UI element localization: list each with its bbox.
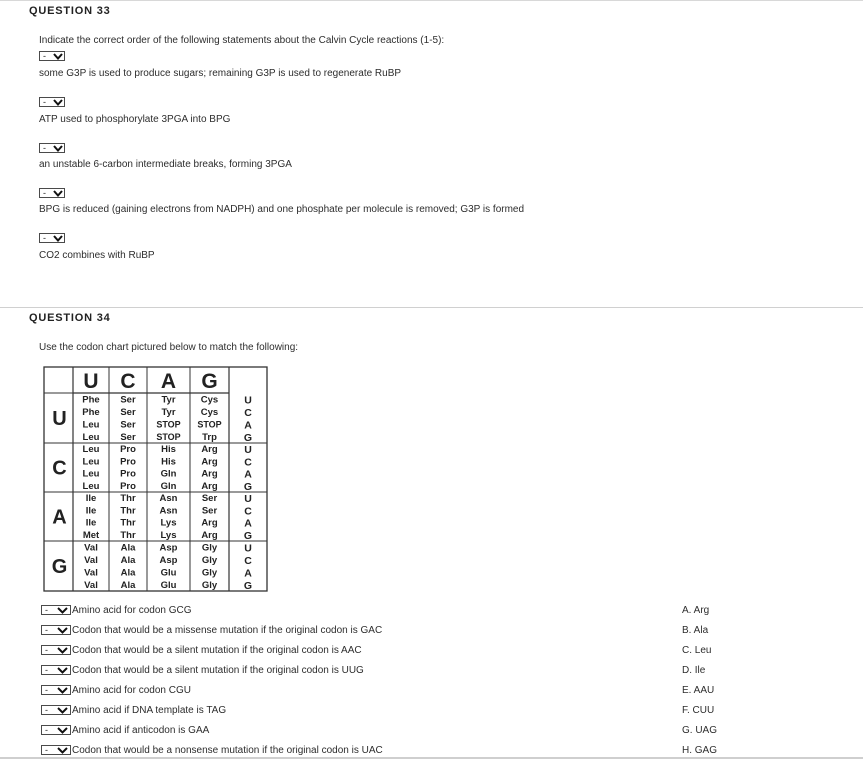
select-value: - [45,624,48,635]
top-border [0,0,863,1]
chevron-down-icon [54,726,70,734]
codon-cell: Ile [85,505,97,517]
codon-cell: Leu [82,480,100,492]
match-select-7[interactable] [41,725,71,735]
codon-cell: Asp [159,554,178,566]
third-base-C: C [244,554,252,567]
codon-cell: His [161,456,176,468]
third-base-G: G [243,529,253,542]
codon-cell: His [161,444,176,456]
codon-cell: Ser [120,394,136,406]
codon-cell: Gly [201,542,218,554]
select-value: - [45,604,48,615]
match-item-7: Amino acid if anticodon is GAA [72,725,210,736]
chevron-down-icon [54,606,70,614]
codon-cell: Leu [82,468,100,480]
match-item-2: Codon that would be a missense mutation if the original codon is GAC [72,625,383,636]
chevron-down-icon [54,706,70,714]
codon-cell: Thr [120,529,136,541]
codon-cell: Val [84,567,98,579]
select-value: - [45,744,48,755]
third-base-A: A [244,567,252,580]
third-base-A: A [244,468,252,481]
codon-cell: Arg [201,480,218,492]
codon-cell: Ser [120,419,136,431]
match-item-1: Amino acid for codon GCG [72,605,192,616]
codon-cell: Glu [160,567,177,579]
third-base-G: G [243,579,253,592]
select-value: - [45,724,48,735]
codon-cell: Ile [85,493,97,505]
order-select-2[interactable] [39,97,65,107]
codon-cell: Leu [82,431,100,443]
codon-cell: Arg [201,444,218,456]
select-value: - [45,684,48,695]
chevron-down-icon [54,666,70,674]
match-select-3[interactable] [41,645,71,655]
third-base-G: G [243,480,253,493]
codon-cell: Ser [120,431,136,443]
codon-cell: Pro [120,480,136,492]
chevron-down-icon [52,234,64,242]
question-33-title: QUESTION 33 [29,5,111,17]
first-base-C: C [52,457,67,480]
chevron-down-icon [54,626,70,634]
question-divider [0,307,863,308]
third-base-C: C [244,505,252,518]
statement-1: some G3P is used to produce sugars; remaining G3P is used to regenerate RuBP [39,68,402,79]
codon-cell: Cys [200,406,219,418]
codon-cell: Ser [201,505,218,517]
codon-cell: Ser [201,493,218,505]
select-value: - [43,142,46,153]
select-value: - [45,704,48,715]
select-value: - [43,187,46,198]
codon-cell: Arg [201,529,218,541]
codon-cell: Gln [160,468,177,480]
second-base-G: G [201,370,218,393]
third-base-U: U [244,394,252,407]
codon-cell: Val [84,579,98,591]
codon-cell: Lys [160,517,177,529]
codon-cell: Val [84,554,98,566]
match-item-6: Amino acid if DNA template is TAG [72,705,227,716]
codon-cell: Leu [82,419,100,431]
select-value: - [43,96,46,107]
match-select-2[interactable] [41,625,71,635]
second-base-U: U [83,370,99,393]
codon-cell: STOP [197,419,222,430]
third-base-C: C [244,456,252,469]
third-base-U: U [244,444,252,457]
codon-cell: Met [82,529,100,541]
match-select-6[interactable] [41,705,71,715]
codon-cell: Val [84,542,98,554]
codon-cell: Arg [201,468,218,480]
third-base-G: G [243,431,253,444]
codon-cell: Ser [120,406,136,418]
codon-cell: Phe [82,406,100,418]
chevron-down-icon [52,52,64,60]
match-select-8[interactable] [41,745,71,755]
third-base-U: U [244,493,252,506]
codon-cell: Arg [201,456,218,468]
chevron-down-icon [52,189,64,197]
order-select-5[interactable] [39,233,65,243]
statement-3: an unstable 6-carbon intermediate breaks, forming 3PGA [39,159,292,170]
match-select-1[interactable] [41,605,71,615]
question-34-prompt: Use the codon chart pictured below to match the following: [39,342,299,353]
select-value: - [45,664,48,675]
third-base-U: U [244,542,252,555]
codon-cell: Pro [120,468,136,480]
codon-cell: Leu [82,456,100,468]
match-item-5: Amino acid for codon CGU [72,685,191,696]
codon-cell: STOP [156,431,181,442]
codon-cell: Gly [201,579,218,591]
bottom-border [0,757,863,759]
match-select-5[interactable] [41,685,71,695]
chart-frame [44,367,267,591]
answer-option-2: B. Ala [682,625,709,636]
answer-option-7: G. UAG [682,725,718,736]
answer-option-6: F. CUU [682,705,715,716]
codon-cell: Gly [201,567,218,579]
codon-cell: Tyr [161,406,176,418]
second-base-A: A [160,370,177,393]
codon-cell: Gly [201,554,218,566]
chevron-down-icon [52,144,64,152]
statement-2: ATP used to phosphorylate 3PGA into BPG [39,114,231,125]
first-base-G: G [51,556,68,578]
answer-option-5: E. AAU [682,685,715,696]
codon-cell: Thr [120,493,136,505]
select-value: - [43,232,46,243]
codon-cell: Pro [120,444,136,456]
codon-cell: Cys [200,394,219,406]
question-33-prompt: Indicate the correct order of the following statements about the Calvin Cycle reactions (1-5): [39,35,445,46]
codon-cell: Ile [85,517,97,529]
select-value: - [45,644,48,655]
first-base-A: A [52,506,67,529]
statement-5: CO2 combines with RuBP [39,250,155,261]
answer-option-1: A. Arg [682,605,710,616]
third-base-A: A [244,517,252,530]
codon-cell: Glu [160,579,177,591]
match-select-4[interactable] [41,665,71,675]
answer-option-8: H. GAG [682,745,718,756]
order-select-4[interactable] [39,188,65,198]
codon-cell: Ala [120,579,136,591]
codon-cell: Asn [159,505,178,517]
first-base-U: U [52,408,67,430]
codon-cell: Ala [120,554,136,566]
answer-option-4: D. Ile [682,665,706,676]
chevron-down-icon [54,746,70,754]
order-select-1[interactable] [39,51,65,61]
codon-cell: Lys [160,529,177,541]
chevron-down-icon [54,646,70,654]
codon-cell: Ala [120,567,136,579]
codon-cell: Arg [201,517,218,529]
question-34-title: QUESTION 34 [29,312,111,324]
match-item-4: Codon that would be a silent mutation if the original codon is UUG [72,665,364,676]
second-base-C: C [120,370,136,393]
codon-cell: Tyr [161,394,176,406]
codon-cell: Pro [120,456,136,468]
third-base-C: C [244,406,252,419]
match-item-8: Codon that would be a nonsense mutation if the original codon is UAC [72,745,383,756]
codon-cell: Thr [120,517,136,529]
codon-cell: Trp [202,431,217,443]
codon-cell: STOP [156,419,181,430]
select-value: - [43,50,46,61]
codon-cell: Asn [159,493,178,505]
order-select-3[interactable] [39,143,65,153]
codon-cell: Asp [159,542,178,554]
codon-chart-graphic [43,366,268,592]
codon-cell: Phe [82,394,100,406]
codon-chart [43,366,268,592]
third-base-A: A [244,419,252,432]
statement-4: BPG is reduced (gaining electrons from NADPH) and one phosphate per molecule is removed; G3P is formed [39,204,525,215]
codon-cell: Gln [160,480,177,492]
chevron-down-icon [52,98,64,106]
codon-cell: Leu [82,444,100,456]
answer-option-3: C. Leu [682,645,712,656]
match-item-3: Codon that would be a silent mutation if the original codon is AAC [72,645,362,656]
chevron-down-icon [54,686,70,694]
codon-cell: Ala [120,542,136,554]
codon-cell: Thr [120,505,136,517]
